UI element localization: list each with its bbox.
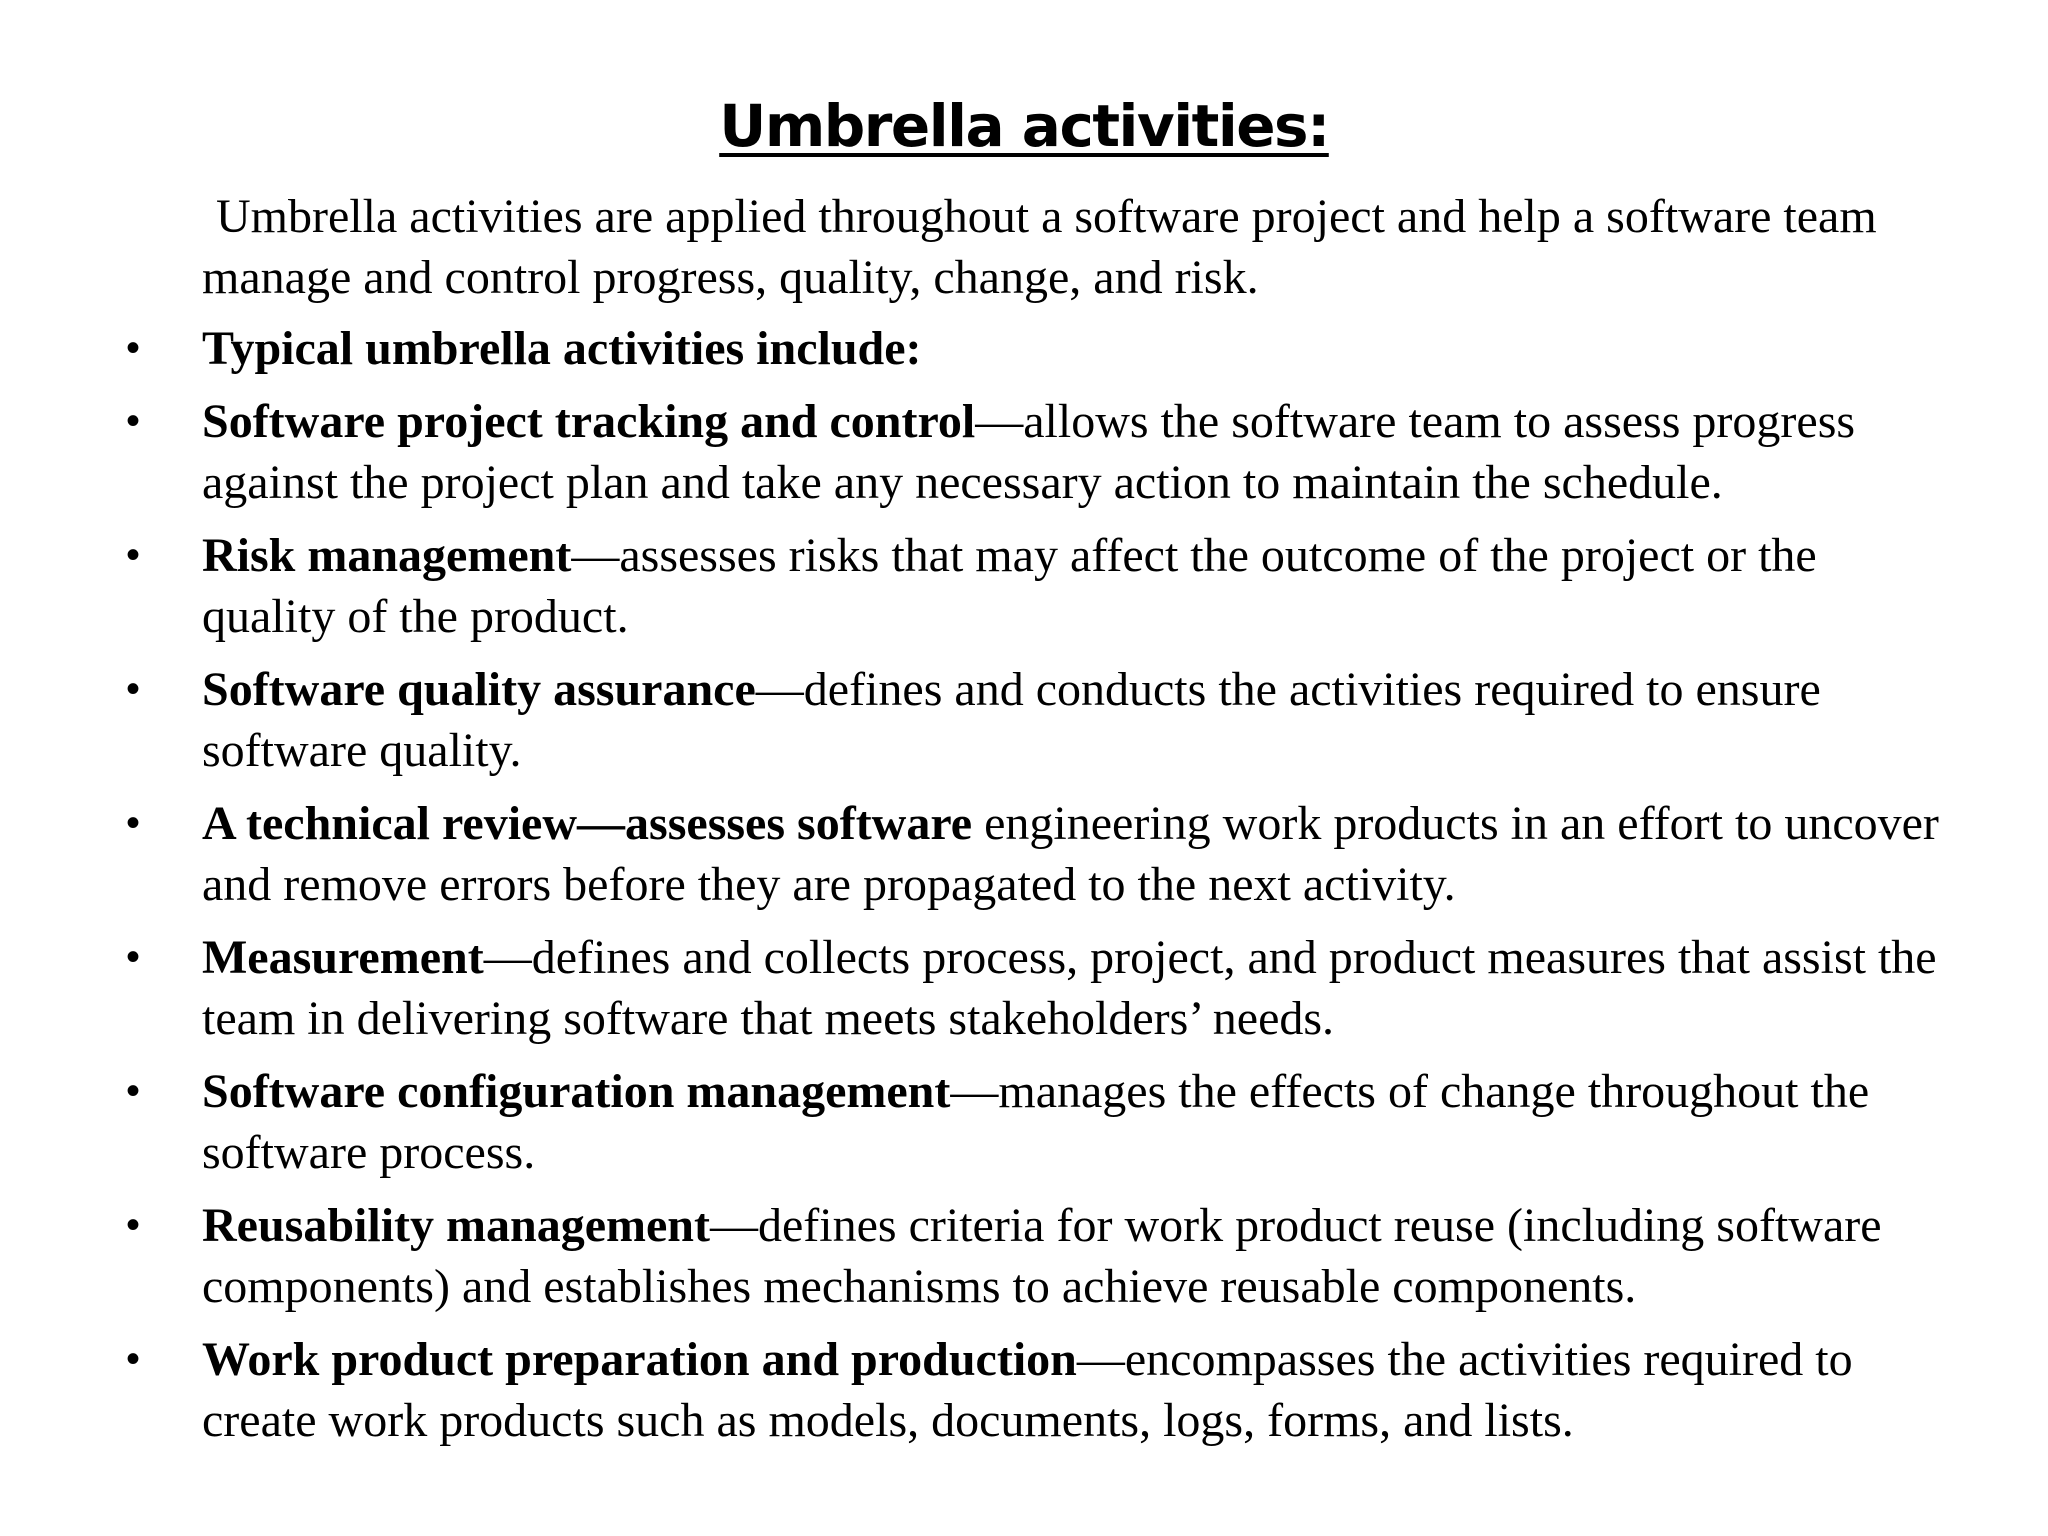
- item-term: Work product preparation and production: [202, 1333, 1077, 1386]
- item-description: —encompasses the activities required to create work products such as models, documents, logs, forms, and lists.: [202, 1333, 1853, 1447]
- bullet-icon: •: [126, 1203, 141, 1247]
- list-item: [120, 1195, 1950, 1317]
- bullet-icon: •: [126, 801, 141, 845]
- item-term: Software quality assurance: [202, 663, 756, 716]
- item-term: Software project tracking and control: [202, 395, 976, 448]
- list-item: [120, 927, 1950, 1049]
- item-description: —allows the software team to assess progress against the project plan and take any necessary action to maintain the schedule.: [202, 395, 1856, 509]
- slide-body: [120, 186, 1950, 1463]
- item-description: —defines criteria for work product reuse (including software components) and establishes mechanisms to achieve reusable components.: [202, 1199, 1882, 1313]
- list-item: [120, 525, 1950, 647]
- list-item: [120, 793, 1950, 915]
- bullet-icon: •: [126, 399, 141, 443]
- item-term: Typical umbrella activities include:: [202, 322, 922, 375]
- item-term: Software configuration management: [202, 1065, 951, 1118]
- list-item: [120, 391, 1950, 513]
- list-item: [120, 1329, 1950, 1451]
- bullet-icon: •: [126, 1337, 141, 1381]
- item-description: —assesses risks that may affect the outcome of the project or the quality of the product.: [202, 529, 1817, 643]
- intro-paragraph: Umbrella activities are applied throughout a software project and help a software team manage and control progress, quality, change, and risk.: [202, 190, 1877, 304]
- bullet-icon: •: [126, 326, 141, 370]
- item-term: Measurement: [202, 931, 484, 984]
- activity-list: [120, 318, 1950, 1451]
- list-item: [120, 659, 1950, 781]
- item-term: Risk management: [202, 529, 572, 582]
- list-item: [120, 318, 1950, 379]
- item-term: Reusability management: [202, 1199, 710, 1252]
- slide-title: [0, 86, 2048, 166]
- bullet-icon: •: [126, 533, 141, 577]
- bullet-icon: •: [126, 935, 141, 979]
- item-description: —manages the effects of change throughout the software process.: [202, 1065, 1870, 1179]
- bullet-icon: •: [126, 1069, 141, 1113]
- item-description: engineering work products in an effort to uncover and remove errors before they are propagated to the next activity.: [202, 797, 1939, 911]
- list-item: [120, 1061, 1950, 1183]
- item-description: —defines and conducts the activities required to ensure software quality.: [202, 663, 1821, 777]
- item-term: A technical review—assesses software: [202, 797, 973, 850]
- slide-title-text: Umbrella activities:: [719, 92, 1329, 160]
- bullet-icon: •: [126, 667, 141, 711]
- item-description: —defines and collects process, project, and product measures that assist the team in delivering software that meets stakeholders’ needs.: [202, 931, 1937, 1045]
